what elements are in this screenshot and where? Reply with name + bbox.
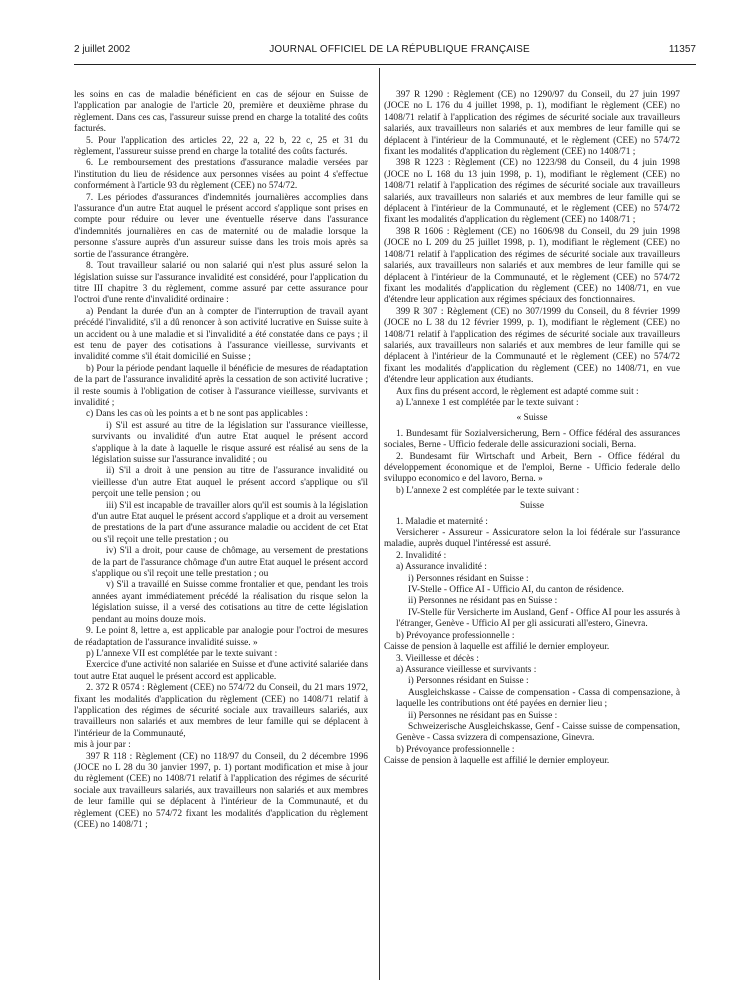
paragraph: Suisse xyxy=(520,501,544,512)
paragraph: 2. Invalidité : xyxy=(396,550,447,561)
paragraph: p) L'annexe VII est complétée par le texte suivant : xyxy=(86,648,278,659)
paragraph: 2. Bundesamt für Wirtschaft und Arbeit, Bern - Office fédéral du développement économique et de l'emploi, Berne - Ufficio federale dello sviluppo economico e del lavoro, Berna. » xyxy=(384,451,680,485)
page-number: 11357 xyxy=(668,44,696,55)
paragraph: IV-Stelle - Office AI - Ufficio AI, du canton de résidence. xyxy=(408,585,624,596)
paragraph: 397 R 1290 : Règlement (CE) no 1290/97 du Conseil, du 27 juin 1997 (JOCE no L 176 du 4 juillet 1998, p. 1), modifiant le règlement (CEE) no 1408/71 relatif à l'application des régimes de sécurité sociale aux travailleurs salariés, aux travailleurs non salariés et aux membres de leur famille qui se déplacent à l'intérieur de la Communauté, et le règlement (CEE) no 574/72 fixant les modalités d'application du règlement (CEE) no 1408/71 ; xyxy=(384,90,680,158)
paragraph: « Suisse xyxy=(516,413,548,424)
paragraph: 1. Maladie et maternité : xyxy=(396,516,488,527)
paragraph: 9. Le point 8, lettre a, est applicable par analogie pour l'octroi de mesures de réadaptation de l'assurance invalidité suisse. » xyxy=(74,626,368,648)
paragraph: les soins en cas de maladie bénéficient en cas de séjour en Suisse de l'application par analogie de l'article 20, première et deuxième phrase du règlement. Dans ces cas, l'assureur suisse prend en charge la totalité des coûts facturés. xyxy=(74,90,368,135)
paragraph: a) Pendant la durée d'un an à compter de l'interruption de travail ayant précédé l'invalidité, s'il a dû renoncer à son activité lucrative en Suisse suite à un accident ou à une maladie et si l'invalidité a été constatée dans ce pays ; il est tenu de payer des cotisations à l'assurance vieillesse, survivants et invalidité comme s'il était domicilié en Suisse ; xyxy=(74,306,368,363)
left-column xyxy=(74,90,368,831)
paragraph: a) L'annexe 1 est complétée par le texte suivant : xyxy=(396,397,579,408)
paragraph: Caisse de pension à laquelle est affilié le dernier employeur. xyxy=(384,756,610,767)
paragraph: Versicherer - Assureur - Assicuratore selon la loi fédérale sur l'assurance maladie, auprès duquel l'intéressé est assuré. xyxy=(384,528,680,550)
paragraph: iii) S'il est incapable de travailler alors qu'il est soumis à la législation d'un autre Etat auquel le présent accord s'applique et a droit au versement de prestations de la part d'une assurance maladie ou accident de cet Etat ou s'il reçoit une telle prestation ; ou xyxy=(92,500,368,545)
paragraph: 1. Bundesamt für Sozialversicherung, Bern - Office fédéral des assurances sociales, Berne - Ufficio federale delle assicurazioni sociali, Berna. xyxy=(384,428,680,451)
paragraph: ii) Personnes ne résidant pas en Suisse : xyxy=(408,596,558,607)
paragraph: b) Prévoyance professionnelle : xyxy=(396,630,515,641)
paragraph: c) Dans les cas où les points a et b ne sont pas applicables : xyxy=(86,409,308,420)
paragraph: i) Personnes résidant en Suisse : xyxy=(408,676,529,687)
paragraph: iv) S'il a droit, pour cause de chômage, au versement de prestations de la part de l'assurance chômage d'un autre Etat auquel le présent accord s'applique ou s'il reçoit une telle prestation ; ou xyxy=(92,546,368,580)
paragraph: 5. Pour l'application des articles 22, 22 a, 22 b, 22 c, 25 et 31 du règlement, l'assureur suisse prend en charge la totalité des coûts facturés. xyxy=(74,135,368,158)
paragraph: 398 R 1606 : Règlement (CE) no 1606/98 du Conseil, du 29 juin 1998 (JOCE no L 209 du 25 juillet 1998, p. 1), modifiant le règlement (CEE) no 1408/71 relatif à l'application des régimes de sécurité sociale aux travailleurs salariés, aux travailleurs non salariés et aux membres de leur famille qui se déplacent à l'intérieur de la Communauté, et le règlement (CEE) no 574/72 fixant les modalités d'application du règlement (CEE) no 1408/71, en vue d'étendre leur application aux régimes spéciaux des fonctionnaires. xyxy=(384,226,680,306)
header-date: 2 juillet 2002 xyxy=(74,44,131,55)
paragraph: IV-Stelle für Versicherte im Ausland, Genf - Office AI pour les assurés à l'étranger, Genève - Ufficio AI per gli assicurati all'estero, Ginevra. xyxy=(396,607,680,630)
paragraph: b) L'annexe 2 est complétée par le texte suivant : xyxy=(396,485,580,496)
paragraph: 6. Le remboursement des prestations d'assurance maladie versées par l'institution du lieu de résidence aux personnes visées au point 4 s'effectue conformément à l'article 93 du règlement (CEE) no 574/72. xyxy=(74,158,368,192)
paragraph: ii) Personnes ne résidant pas en Suisse : xyxy=(408,710,558,721)
paragraph: Aux fins du présent accord, le règlement est adapté comme suit : xyxy=(396,386,639,397)
paragraph: Caisse de pension à laquelle est affilié le dernier employeur. xyxy=(384,642,610,653)
paragraph: i) S'il est assuré au titre de la législation sur l'assurance vieillesse, survivants ou invalidité d'un autre Etat auquel le présent accord s'applique à la date à laquelle le risque assuré est réalisé au sens de la législation suisse sur l'assurance invalidité ; ou xyxy=(92,420,368,465)
page-header xyxy=(74,44,696,65)
paragraph: 399 R 307 : Règlement (CE) no 307/1999 du Conseil, du 8 février 1999 (JOCE no L 38 du 12 février 1999, p. 1), modifiant le règlement (CEE) no 1408/71 relatif à l'application des régimes de sécurité sociale aux travailleurs salariés, aux travailleurs non salariés et aux membres de leur famille qui se déplacent à l'intérieur de la Communauté et le règlement (CEE) no 574/72 fixant les modalités d'application du règlement (CEE) no 1408/71, en vue d'étendre leur application aux étudiants. xyxy=(384,306,680,386)
paragraph: 8. Tout travailleur salarié ou non salarié qui n'est plus assuré selon la législation suisse sur l'assurance invalidité est considéré, pour l'application du titre III chapitre 3 du règlement, comme assuré par cette assurance pour l'octroi d'une rente d'invalidité ordinaire : xyxy=(74,261,368,306)
paragraph: 3. Vieillesse et décès : xyxy=(396,653,479,664)
column-divider xyxy=(379,68,380,980)
paragraph: b) Prévoyance professionnelle : xyxy=(396,744,515,755)
paragraph: b) Pour la période pendant laquelle il bénéficie de mesures de réadaptation de la part de l'assurance invalidité après la cessation de son activité lucrative ; il reste soumis à l'obligation de cotiser à l'assurance vieillesse, survivants et invalidité ; xyxy=(74,363,368,408)
paragraph: ii) S'il a droit à une pension au titre de l'assurance invalidité ou vieillesse d'un autre Etat auquel le présent accord s'applique ou s'il perçoit une telle pension ; ou xyxy=(92,466,368,500)
paragraph: Schweizerische Ausgleichskasse, Genf - Caisse suisse de compensation, Genève - Cassa svizzera di compensazione, Ginevra. xyxy=(396,721,680,744)
right-column xyxy=(384,90,680,768)
paragraph: Ausgleichskasse - Caisse de compensation - Cassa di compensazione, à laquelle les contributions ont été payées en dernier lieu ; xyxy=(396,687,680,710)
paragraph: 7. Les périodes d'assurances d'indemnités journalières accomplies dans l'assurance d'un autre Etat auquel le présent accord s'applique sont prises en compte pour réduire ou lever une éventuelle réserve dans l'assurance d'indemnités journalières en cas de maternité ou de maladie lorsque la personne s'assure auprès d'un assureur suisse dans les trois mois après sa sortie de l'assurance étrangère. xyxy=(74,192,368,260)
paragraph: 397 R 118 : Règlement (CE) no 118/97 du Conseil, du 2 décembre 1996 (JOCE no L 28 du 30 janvier 1997, p. 1) portant modification et mise à jour du règlement (CEE) no 1408/71 relatif à l'application des régimes de sécurité sociale aux travailleurs salariés, aux travailleurs non salariés et aux membres de leur famille qui se déplacent à l'intérieur de la Communauté, et du règlement (CEE) no 574/72 fixant les modalités d'application du règlement (CEE) no 1408/71 ; xyxy=(74,751,368,830)
paragraph: 2. 372 R 0574 : Règlement (CEE) no 574/72 du Conseil, du 21 mars 1972, fixant les modalités d'application du règlement (CEE) no 1408/71 relatif à l'application des régimes de sécurité sociale aux travailleurs salariés, aux travailleurs non salariés et aux membres de leur famille qui se déplacent à l'intérieur de la Communauté, xyxy=(74,683,368,739)
paragraph: v) S'il a travaillé en Suisse comme frontalier et que, pendant les trois années ayant immédiatement précédé la réalisation du risque selon la législation suisse, il a versé des cotisations au titre de cette législation pendant au moins douze mois. xyxy=(92,580,368,625)
paragraph: a) Assurance invalidité : xyxy=(396,562,487,573)
journal-title: JOURNAL OFFICIEL DE LA RÉPUBLIQUE FRANÇAISE xyxy=(269,44,530,55)
paragraph: i) Personnes résidant en Suisse : xyxy=(408,573,529,584)
paragraph: a) Assurance vieillesse et survivants : xyxy=(396,664,537,675)
paragraph: mis à jour par : xyxy=(74,740,131,751)
paragraph: 398 R 1223 : Règlement (CE) no 1223/98 du Conseil, du 4 juin 1998 (JOCE no L 168 du 13 juin 1998, p. 1), modifiant le règlement (CEE) no 1408/71 relatif à l'application des régimes de sécurité sociale aux travailleurs salariés, aux travailleurs non salariés et aux membres de leur famille qui se déplacent à l'intérieur de la Communauté, et le règlement (CEE) no 574/72 fixant les modalités d'application du règlement (CEE) no 1408/71 ; xyxy=(384,158,680,226)
paragraph: Exercice d'une activité non salariée en Suisse et d'une activité salariée dans tout autre Etat auquel le présent accord est applicable. xyxy=(74,660,368,682)
